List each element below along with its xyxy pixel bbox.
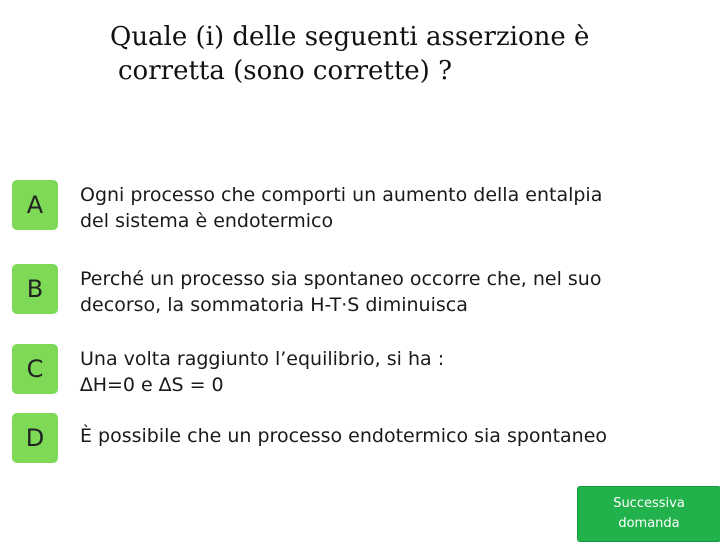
option-c-line-2: ∆H=0 e ∆S = 0 xyxy=(80,374,224,396)
next-button-line-1: Successiva xyxy=(613,496,685,511)
option-d[interactable] xyxy=(12,413,712,473)
option-c-text xyxy=(80,346,700,398)
question-line-2: corretta (sono corrette) ? xyxy=(118,56,453,86)
option-b-text xyxy=(80,266,700,318)
option-b-line-1: Perché un processo sia spontaneo occorre che, nel suo xyxy=(80,268,602,290)
next-button-line-2: domanda xyxy=(618,516,680,531)
question-line-1: Quale (i) delle seguenti asserzione è xyxy=(110,22,590,52)
question-text xyxy=(110,20,630,88)
option-c-line-1: Una volta raggiunto l’equilibrio, si ha : xyxy=(80,348,445,370)
option-c[interactable] xyxy=(12,344,712,404)
option-a-letter-button[interactable]: A xyxy=(12,180,58,230)
option-c-letter-button[interactable]: C xyxy=(12,344,58,394)
option-a[interactable] xyxy=(12,180,712,240)
option-d-letter-button[interactable]: D xyxy=(12,413,58,463)
option-d-text xyxy=(80,423,700,449)
next-question-button[interactable] xyxy=(577,486,720,542)
option-a-line-1: Ogni processo che comporti un aumento della entalpia xyxy=(80,184,603,206)
option-a-text xyxy=(80,182,700,234)
option-b-letter-button[interactable]: B xyxy=(12,264,58,314)
option-a-line-2: del sistema è endotermico xyxy=(80,210,334,232)
option-d-line-1: È possibile che un processo endotermico sia spontaneo xyxy=(80,425,608,447)
option-b-line-2: decorso, la sommatoria H-T·S diminuisca xyxy=(80,294,468,316)
option-b[interactable] xyxy=(12,264,712,324)
